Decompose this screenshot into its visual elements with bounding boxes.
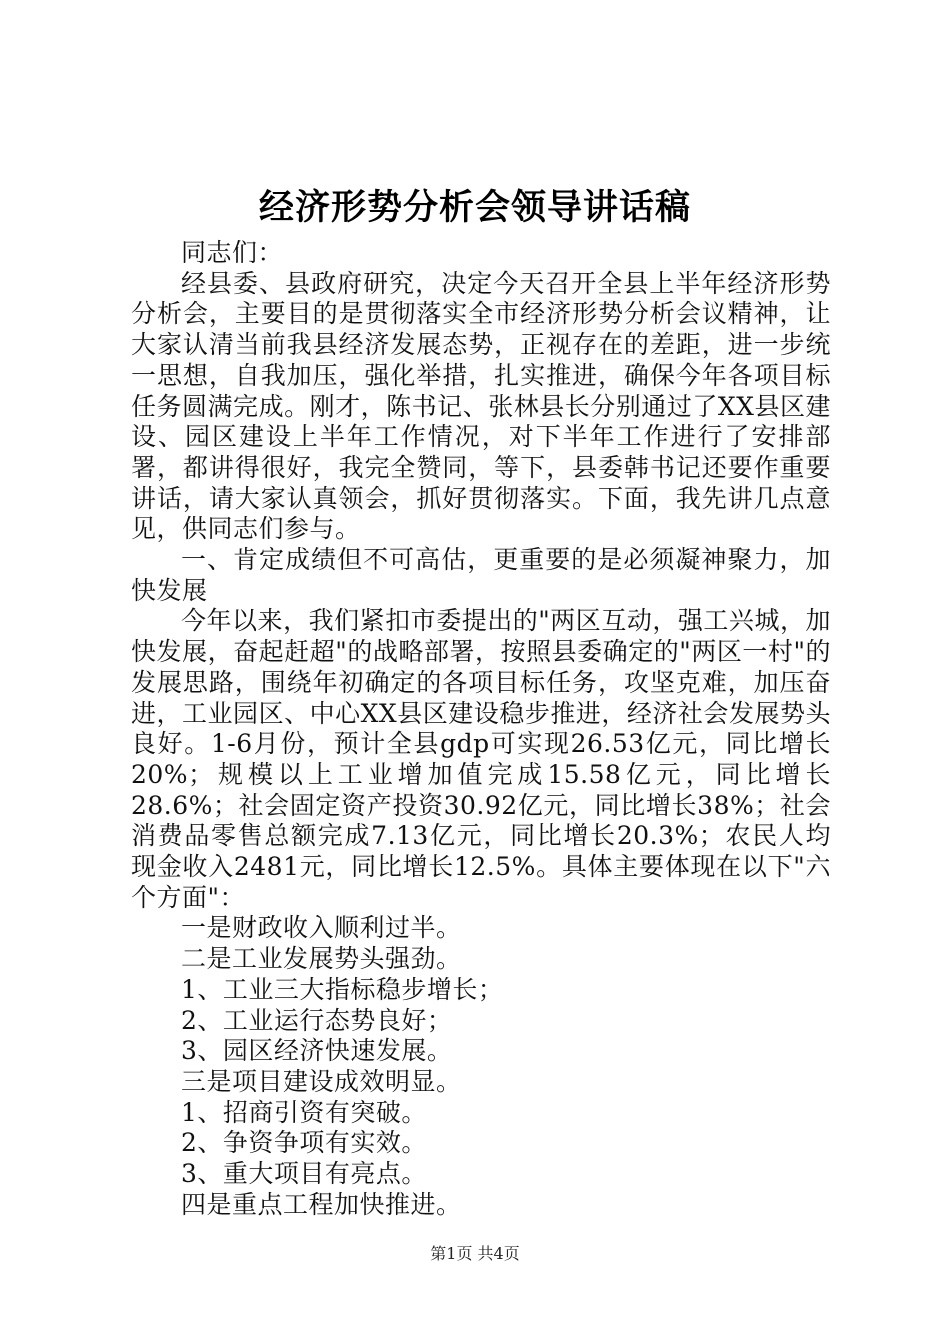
- list-item: 3、园区经济快速发展。: [181, 1036, 453, 1066]
- list-item: 四是重点工程加快推进。: [181, 1189, 462, 1219]
- document-title: 经济形势分析会领导讲话稿: [258, 187, 691, 228]
- paragraph-salutation: 同志们：: [181, 238, 284, 267]
- list-item: 三是项目建设成效明显。: [181, 1066, 462, 1096]
- page-number-footer: 第1页 共4页: [430, 1244, 520, 1263]
- list-item: 二是工业发展势头强劲。: [181, 944, 462, 974]
- list-item: 3、重大项目有亮点。: [181, 1159, 427, 1189]
- list-item: 一是财政收入顺利过半。: [181, 913, 462, 943]
- paragraph-achievements: 今年以来，我们紧扣市委提出的"两区互动，强工兴城，加快发展，奋起赶超"的战略部署，按照县委确定的"两区一村"的发展思路，围绕年初确定的各项目标任务，攻坚克难，加压奋进，工业园区、中心XX县区建设稳步推进，经济社会发展势头良好。1-6月份，预计全县gdp可实现26.53亿元，同比增长20%；规模以上工业增加值完成15.58亿元，同比增长28.6%；社会固定资产投资30.92亿元，同比增长38%；社会消费品零售总额完成7.13亿元，同比增长20.3%；农民人均现金收入2481元，同比增长12.5%。具体主要体现在以下"六个方面"：: [131, 606, 831, 912]
- section-heading-1: 一、肯定成绩但不可高估，更重要的是必须凝神聚力，加快发展: [131, 545, 831, 605]
- paragraph-intro: 经县委、县政府研究，决定今天召开全县上半年经济形势分析会，主要目的是贯彻落实全市经济形势分析会议精神，让大家认清当前我县经济发展态势，正视存在的差距，进一步统一思想，自我加压，强化举措，扎实推进，确保今年各项目标任务圆满完成。刚才，陈书记、张林县长分别通过了XX县区建设、园区建设上半年工作情况，对下半年工作进行了安排部署，都讲得很好，我完全赞同，等下，县委韩书记还要作重要讲话，请大家认真领会，抓好贯彻落实。下面，我先讲几点意见，供同志们参与。: [131, 268, 831, 544]
- list-item: 1、工业三大指标稳步增长；: [181, 974, 504, 1004]
- document-body: [131, 238, 831, 1221]
- list-item: 2、工业运行态势良好；: [181, 1005, 453, 1035]
- list-item: 2、争资争项有实效。: [181, 1128, 427, 1158]
- list-item: 1、招商引资有突破。: [181, 1097, 427, 1127]
